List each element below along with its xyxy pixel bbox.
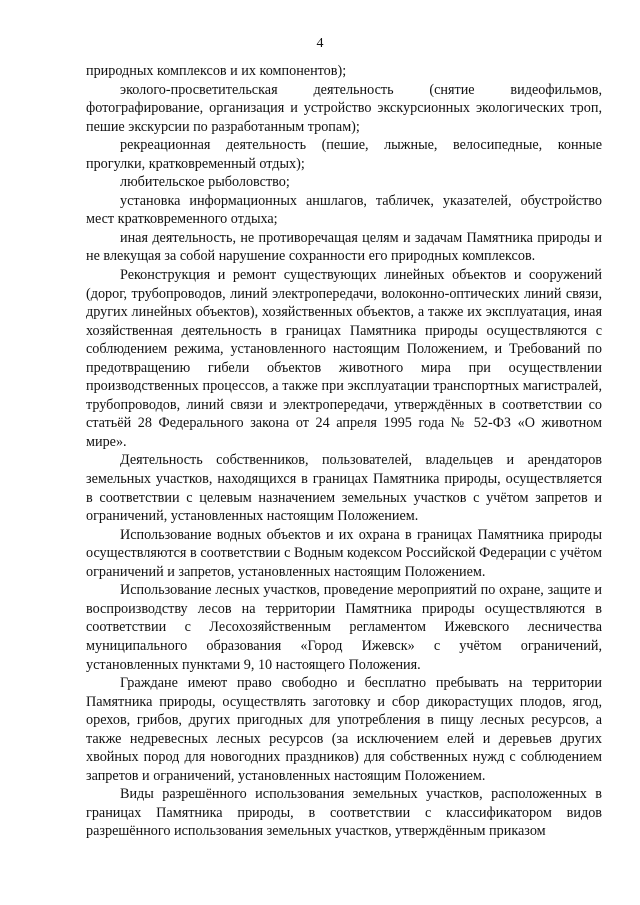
paragraph-citizens-rights: Граждане имеют право свободно и бесплатно пребывать на территории Памятника природы, осуществлять заготовку и сбор дикорастущих плодов, ягод, орехов, грибов, других пригодных для употребления в пищу лесных ресурсов, а также недревесных лесных ресурсов (за исключением елей и деревьев других хвойных пород для новогодних праздников) для собственных нужд с соблюдением запретов и ограничений, установленных настоящим Положением. <box>86 675 602 784</box>
list-item-recreation: рекреационная деятельность (пешие, лыжные, велосипедные, конные прогулки, кратковременный отдых); <box>86 137 602 172</box>
page-number: 4 <box>316 36 324 51</box>
list-item-other-activity: иная деятельность, не противоречащая целям и задачам Памятника природы и не влекущая за собой нарушение сохранности его природных комплексов. <box>86 229 602 265</box>
paragraph-reconstruction: Реконструкция и ремонт существующих линейных объектов и сооружений (дорог, трубопроводов, линий электропередачи, волоконно-оптических линий связи, других линейных объектов), хозяйственных объектов, а также их эксплуатация, иная хозяйственная деятельность в границах Памятника природы осуществляются с соблюдением режима, установленного настоящим Положением, и Требований по предотвращению гибели объектов животного мира при осуществлении производственных процессов, а также при эксплуатации транспортных магистралей, трубопроводов, линий связи и электропередачи, утверждённых в соответствии со статьёй 28 Федерального закона от 24 апреля 1995 года № 52-ФЗ «О животном мире». <box>86 267 602 450</box>
list-item-fishing: любительское рыболовство; <box>120 174 290 191</box>
paragraph-land-owners: Деятельность собственников, пользователей, владельцев и арендаторов земельных участков, находящихся в границах Памятника природы, осуществляется в соответствии с целевым назначением земельных участков с учётом запретов и ограничений, установленных настоящим Положением. <box>86 452 602 525</box>
paragraph-permitted-use: Виды разрешённого использования земельных участков, расположенных в границах Памятника природы, в соответствии с классификатором видов разрешённого использования земельных участков, утверждённым приказом <box>86 786 602 840</box>
paragraph-continued: природных комплексов и их компонентов); <box>86 63 347 79</box>
document-body <box>86 62 602 841</box>
list-item-signage: установка информационных аншлагов, табличек, указателей, обустройство мест кратковременного отдыха; <box>86 192 602 228</box>
paragraph-water-use: Использование водных объектов и их охрана в границах Памятника природы осуществляются в соответствии с Водным кодексом Российской Федерации с учётом ограничений и запретов, установленных настоящим Положением. <box>86 526 602 580</box>
list-item-ecological-education: эколого-просветительская деятельность (снятие видеофильмов, фотографирование, организация и устройство экскурсионных экологических троп, пешие экскурсии по разработанным тропам); <box>86 81 602 135</box>
paragraph-forest-use: Использование лесных участков, проведение мероприятий по охране, защите и воспроизводству лесов на территории Памятника природы осуществляются в соответствии с Лесохозяйственным регламентом Ижевского лесничества муниципального образования «Город Ижевск» с учётом ограничений, установленных пунктами 9, 10 настоящего Положения. <box>86 582 602 673</box>
